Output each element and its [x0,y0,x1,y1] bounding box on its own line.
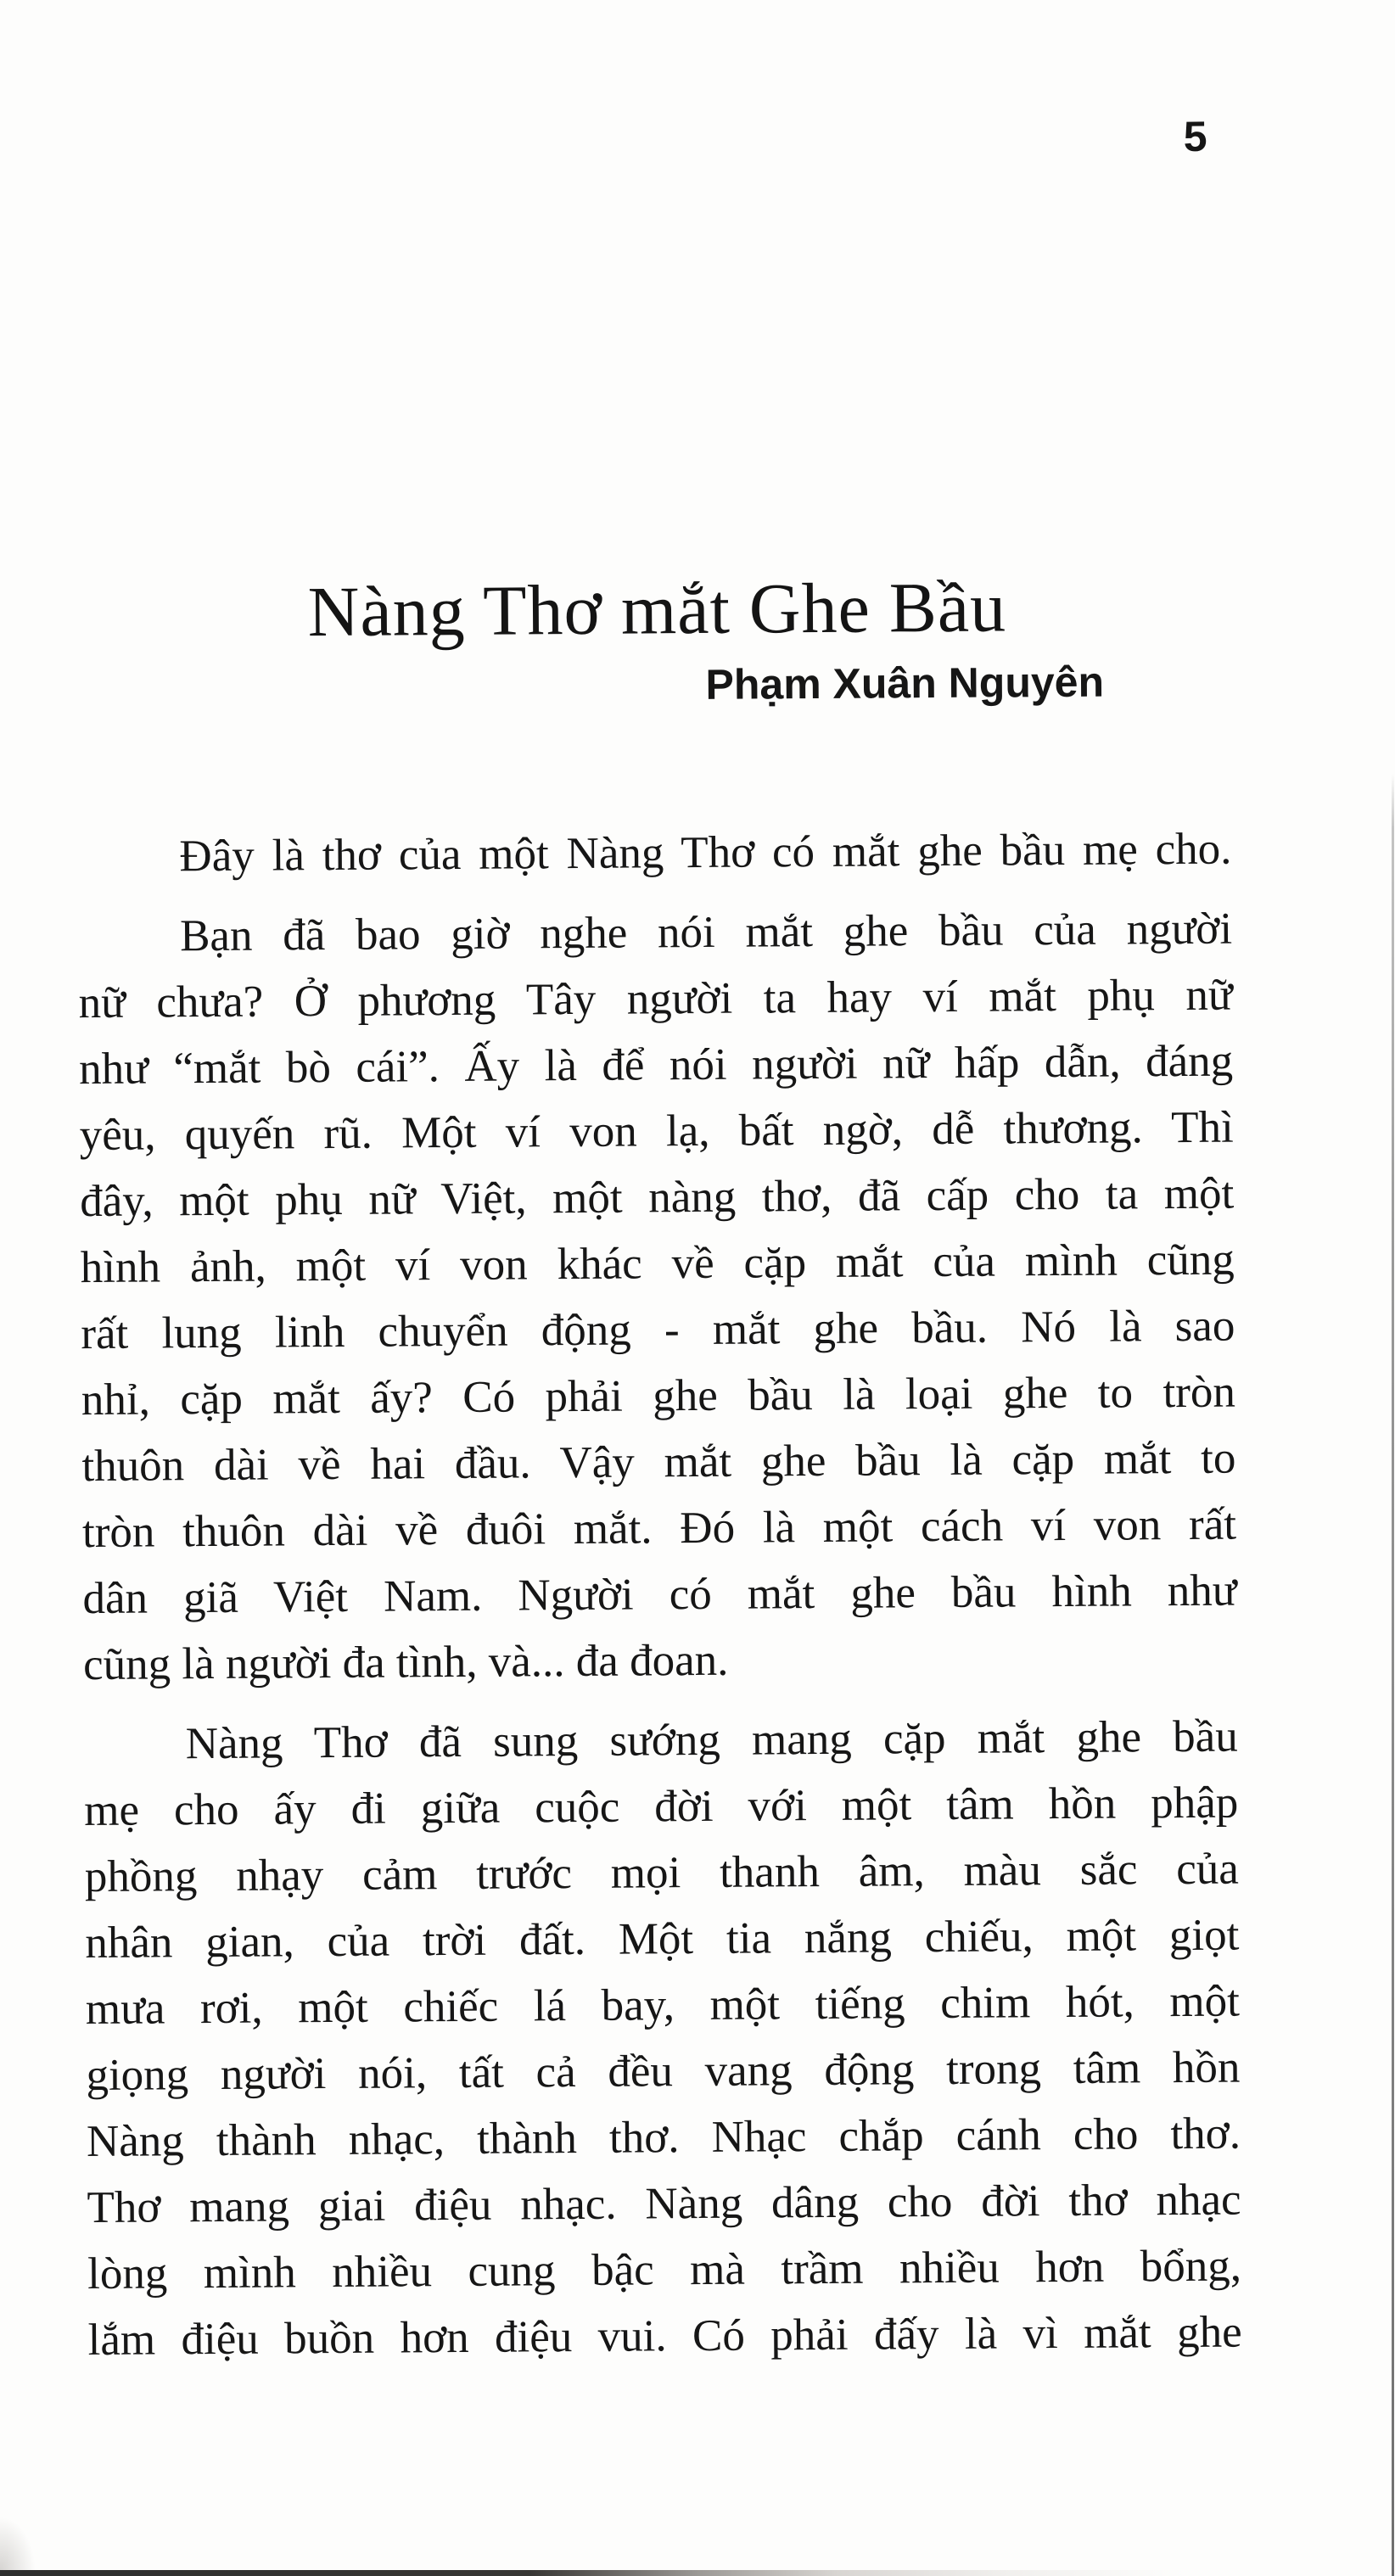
text-line: cũng là người đa tình, và... đa đoan. [82,1635,729,1690]
text-line: đây, một phụ nữ Việt, một nàng thơ, đã cấp cho ta một [80,1168,1235,1227]
text-line: giọng người nói, tất cả đều vang động trong tâm hồn [86,2042,1241,2101]
text-line: Thơ mang giai điệu nhạc. Nàng dâng cho đời thơ nhạc [87,2175,1241,2233]
body-text [77,816,1242,2373]
text-line: mẹ cho ấy đi giữa cuộc đời với một tâm hồn phập [84,1778,1239,1836]
text-line: lòng mình nhiều cung bậc mà trầm nhiều hơn bổng, [87,2241,1242,2299]
scan-corner-smudge-artifact [0,2517,36,2571]
paragraph [83,1704,1241,2373]
page-number: 5 [1183,112,1207,160]
text-line: hình ảnh, một ví von khác về cặp mắt của mình cũng [80,1235,1235,1293]
text-line: nhân gian, của trời đất. Một tia nắng chiếu, một giọt [85,1910,1240,1968]
page-title: Nàng Thơ mắt Ghe Bầu [307,568,1007,652]
text-line: lắm điệu buồn hơn điệu vui. Có phải đấy là vì mắt ghe [87,2307,1242,2366]
text-line: Đây là thơ của một Nàng Thơ có mắt ghe bầu mẹ cho. [179,824,1232,882]
text-line: nhỉ, cặp mắt ấy? Có phải ghe bầu là loại ghe to tròn [81,1367,1236,1425]
scan-edge-bottom-artifact [0,2570,1395,2576]
text-line: Bạn đã bao giờ nghe nói mắt ghe bầu của người [179,904,1233,961]
paragraph [78,896,1238,1698]
paragraph [77,816,1232,890]
text-line: Nàng thành nhạc, thành thơ. Nhạc chắp cánh cho thơ. [86,2108,1241,2167]
text-line: rất lung linh chuyển động - mắt ghe bầu. Nó là sao [81,1301,1235,1359]
author-name: Phạm Xuân Nguyên [705,658,1105,708]
text-line: phồng nhạy cảm trước mọi thanh âm, màu sắc của [84,1844,1239,1902]
text-line: yêu, quyến rũ. Một ví von lạ, bất ngờ, dễ thương. Thì [79,1102,1234,1161]
text-line: như “mắt bò cái”. Ấy là để nói người nữ hấp dẫn, đáng [78,1036,1234,1095]
text-line: nữ chưa? Ở phương Tây người ta hay ví mắt phụ nữ [78,970,1233,1028]
text-line: thuôn dài về hai đầu. Vậy mắt ghe bầu là cặp mắt to [81,1433,1236,1492]
text-line: mưa rơi, một chiếc lá bay, một tiếng chim hót, một [85,1976,1241,2035]
scan-edge-right-artifact [1392,774,1394,2576]
text-line: Nàng Thơ đã sung sướng mang cặp mắt ghe bầu [185,1711,1238,1769]
text-line: dân giã Việt Nam. Người có mắt ghe bầu hình như [82,1565,1237,1624]
text-line: tròn thuôn dài về đuôi mắt. Đó là một cách ví von rất [81,1499,1237,1558]
